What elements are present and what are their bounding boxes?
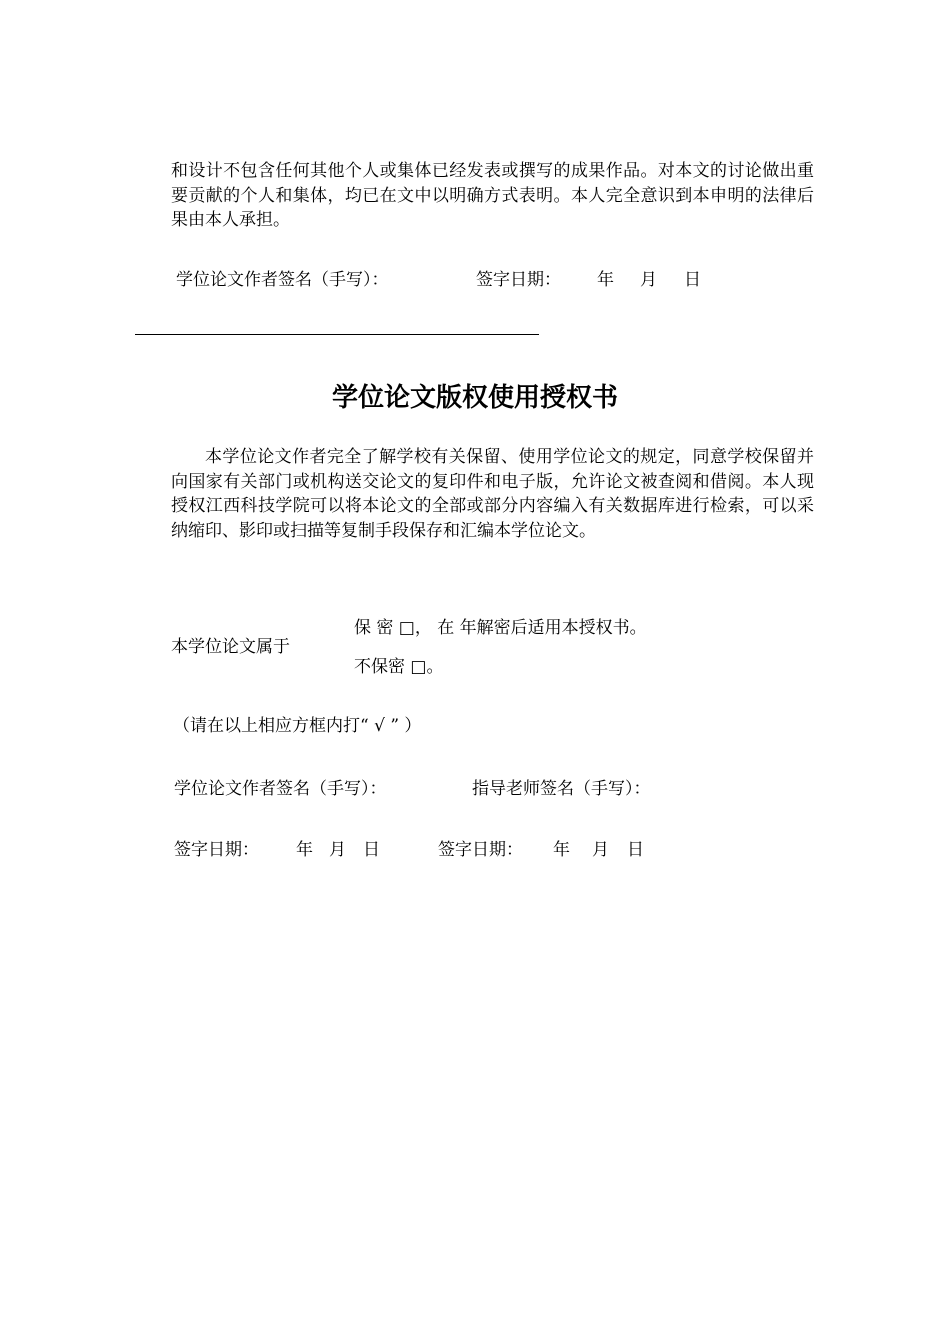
advisor-sign-month: 月 bbox=[592, 840, 609, 860]
authorization-title: 学位论文版权使用授权书 bbox=[331, 383, 618, 413]
declaration-year: 年 bbox=[597, 270, 614, 290]
advisor-signature-label: 指导老师签名（手写）： bbox=[472, 779, 651, 799]
author-signature-label: 学位论文作者签名（手写）： bbox=[174, 779, 387, 799]
option-not-secret: 不保密 □。 bbox=[354, 657, 444, 677]
belongs-label: 本学位论文属于 bbox=[171, 637, 290, 657]
advisor-sign-day: 日 bbox=[627, 840, 644, 860]
author-sign-year: 年 bbox=[296, 840, 313, 860]
advisor-sign-date-label: 签字日期： bbox=[438, 840, 523, 860]
author-sign-day: 日 bbox=[363, 840, 380, 860]
declaration-author-signature-label: 学位论文作者签名（手写）： bbox=[176, 270, 389, 290]
author-sign-date-label: 签字日期： bbox=[174, 840, 259, 860]
declaration-day: 日 bbox=[684, 270, 701, 290]
declaration-paragraph: 和设计不包含任何其他个人或集体已经发表或撰写的成果作品。对本文的讨论做出重要贡献的个人和集体，均已在文中以明确方式表明。本人完全意识到本申明的法律后果由本人承担。 bbox=[171, 161, 814, 230]
option-secret: 保 密 □， 在 年解密后适用本授权书。 bbox=[354, 618, 647, 638]
declaration-sign-date-label: 签字日期： bbox=[476, 270, 561, 290]
author-sign-month: 月 bbox=[329, 840, 346, 860]
checkbox-instruction: （请在以上相应方框内打“ √ ” ） bbox=[173, 716, 422, 736]
declaration-month: 月 bbox=[640, 270, 657, 290]
section-divider bbox=[135, 334, 539, 335]
authorization-paragraph: 本学位论文作者完全了解学校有关保留、使用学位论文的规定，同意学校保留并向国家有关部门或机构送交论文的复印件和电子版，允许论文被查阅和借阅。本人现授权江西科技学院可以将本论文的全部或部分内容编入有关数据库进行检索，可以采纳缩印、影印或扫描等复制手段保存和汇编本学位论文。 bbox=[171, 447, 814, 541]
advisor-sign-year: 年 bbox=[553, 840, 570, 860]
